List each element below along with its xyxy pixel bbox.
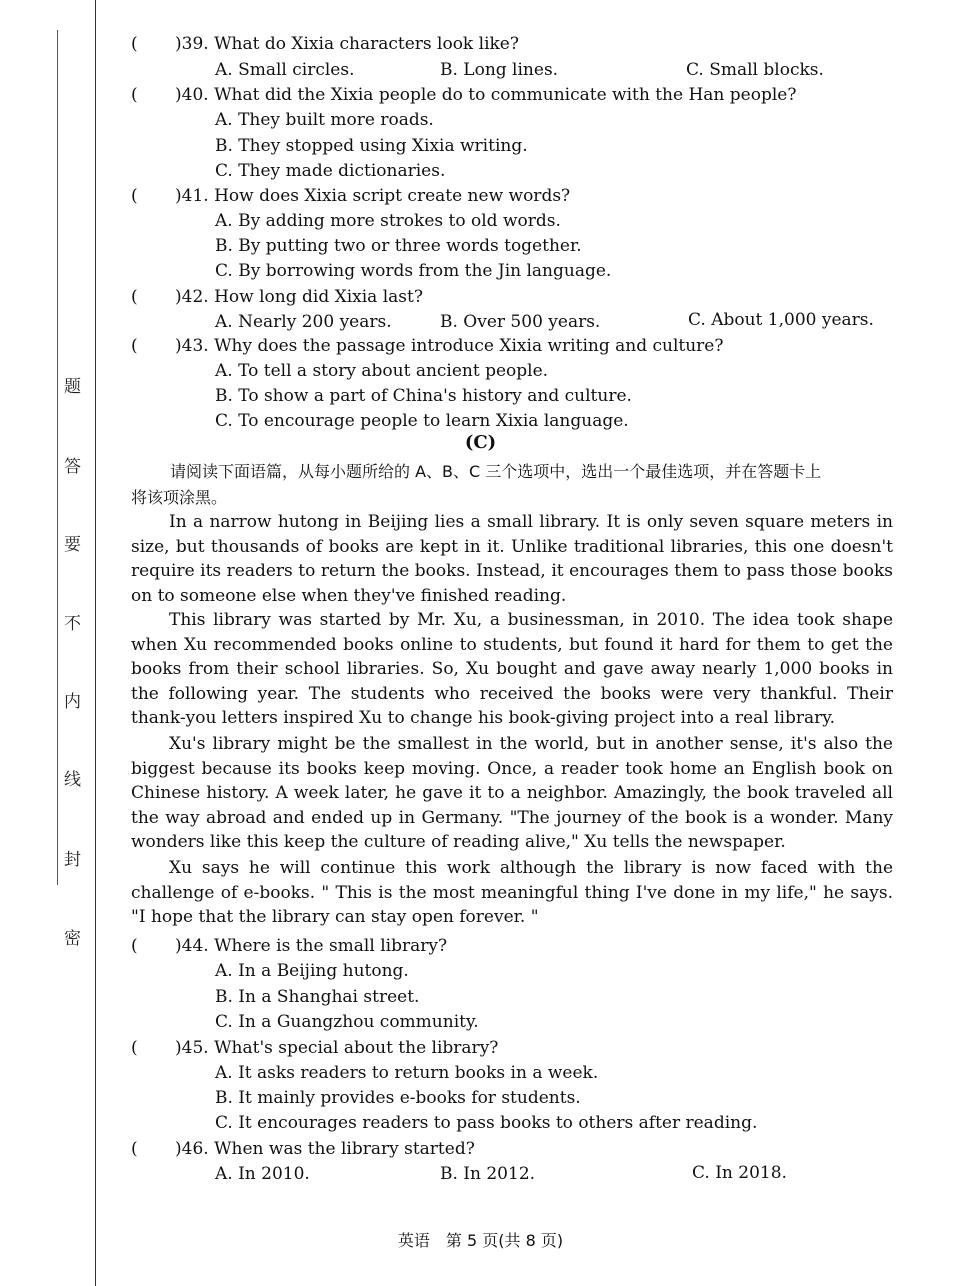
answer-blank[interactable]: ( (131, 1139, 138, 1159)
option: B. In 2012. (440, 1164, 536, 1184)
question-45: )45. What's special about the library? (175, 1038, 499, 1058)
section-heading: (C) (464, 432, 497, 453)
answer-blank[interactable]: ( (131, 85, 138, 105)
margin-char: 线 (64, 770, 81, 790)
margin-char: 不 (64, 614, 81, 634)
option: C. They made dictionaries. (215, 161, 446, 181)
option: C. In 2018. (692, 1163, 787, 1183)
passage-paragraph-2: This library was started by Mr. Xu, a businessman, in 2010. The idea took shape when Xu recommended books online to students, but found it hard for them to get the books from their school libraries. So, Xu bought and gave away nearly 1,000 books in the following year. The students who received the books were very thankful. Their thank-you letters inspired Xu to change his book-giving project into a real library. (131, 610, 893, 729)
answer-blank[interactable]: ( (131, 287, 138, 307)
question-44: )44. Where is the small library? (175, 936, 448, 956)
option: A. Nearly 200 years. (215, 312, 392, 332)
question-40: )40. What did the Xixia people do to communicate with the Han people? (175, 85, 797, 105)
answer-blank[interactable]: ( (131, 936, 138, 956)
option: C. About 1,000 years. (688, 310, 874, 330)
margin-char: 密 (64, 929, 81, 949)
option: B. They stopped using Xixia writing. (215, 136, 528, 156)
question-39: )39. What do Xixia characters look like? (175, 34, 519, 54)
option: B. By putting two or three words together. (215, 236, 582, 256)
question-41: )41. How does Xixia script create new words? (175, 186, 571, 206)
option: A. Small circles. (215, 60, 355, 80)
answer-blank[interactable]: ( (131, 336, 138, 356)
option: C. It encourages readers to pass books to others after reading. (215, 1113, 758, 1133)
question-43: )43. Why does the passage introduce Xixia writing and culture? (175, 336, 724, 356)
option: A. They built more roads. (215, 110, 434, 130)
instruction: 请阅读下面语篇，从每小题所给的 A、B、C 三个选项中，选出一个最佳选项，并在答题卡上 (170, 462, 822, 481)
answer-blank[interactable]: ( (131, 34, 138, 54)
passage-paragraph-1: In a narrow hutong in Beijing lies a small library. It is only seven square meters in size, but thousands of books are kept in it. Unlike traditional libraries, this one doesn't require its readers to return the books. Instead, it encourages them to pass those books on to someone else when they've finished reading. (131, 512, 893, 606)
option: B. Long lines. (440, 60, 559, 80)
option: C. By borrowing words from the Jin language. (215, 261, 612, 281)
passage-paragraph-3: Xu's library might be the smallest in the world, but in another sense, it's also the biggest because its books keep moving. Once, a reader took home an English book on Chinese history. A week later, he gave it to a neighbor. Amazingly, the book traveled all the way abroad and ended up in Germany. "The journey of the book is a wonder. Many wonders like this keep the culture of reading alive," Xu tells the newspaper. (131, 734, 893, 853)
option: A. It asks readers to return books in a week. (215, 1063, 599, 1083)
option: A. By adding more strokes to old words. (215, 211, 561, 231)
margin-char: 题 (64, 377, 81, 397)
option: B. To show a part of China's history and culture. (215, 386, 632, 406)
option: C. In a Guangzhou community. (215, 1012, 479, 1032)
page-footer: 英语 第 5 页(共 8 页) (397, 1231, 564, 1250)
option: C. Small blocks. (686, 60, 824, 80)
option: A. To tell a story about ancient people. (215, 361, 549, 381)
margin-char: 封 (64, 850, 81, 870)
option: A. In a Beijing hutong. (215, 961, 409, 981)
question-42: )42. How long did Xixia last? (175, 287, 423, 307)
answer-blank[interactable]: ( (131, 186, 138, 206)
margin-char: 答 (64, 457, 81, 477)
option: A. In 2010. (215, 1164, 310, 1184)
option: B. Over 500 years. (440, 312, 601, 332)
passage-paragraph-4: Xu says he will continue this work although the library is now faced with the challenge of e-books. " This is the most meaningful thing I've done in my life," he says. "I hope that the library can stay open forever. " (131, 858, 893, 928)
margin-char: 要 (64, 535, 81, 555)
answer-blank[interactable]: ( (131, 1038, 138, 1058)
option: B. It mainly provides e-books for students. (215, 1088, 581, 1108)
instruction-cont: 将该项涂黑。 (131, 488, 228, 507)
margin-char: 内 (64, 692, 81, 712)
option: C. To encourage people to learn Xixia language. (215, 411, 629, 431)
option: B. In a Shanghai street. (215, 987, 420, 1007)
question-46: )46. When was the library started? (175, 1139, 475, 1159)
